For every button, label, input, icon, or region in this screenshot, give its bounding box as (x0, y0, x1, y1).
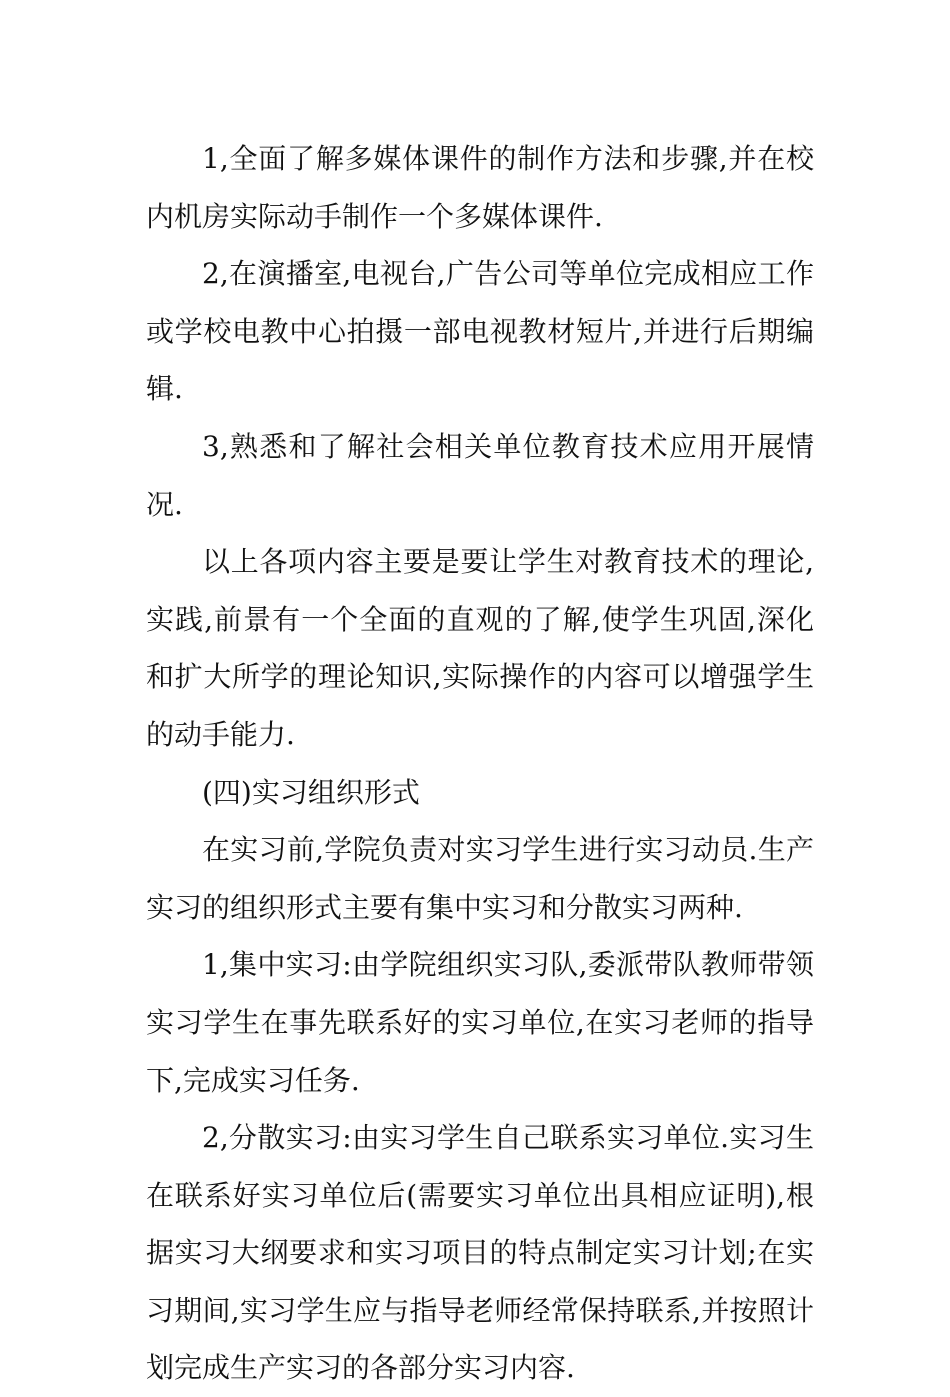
section-heading: (四)实习组织形式 (202, 775, 420, 809)
paragraph-intro: 在实习前,学院负责对实习学生进行实习动员.生产实习的组织形式主要有集中实习和分散实习两种. (146, 833, 814, 924)
paragraph-item-2: 2,在演播室,电视台,广告公司等单位完成相应工作或学校电教中心拍摄一部电视教材短片,并进行后期编辑. (146, 257, 814, 406)
paragraph-summary: 以上各项内容主要是要让学生对教育技术的理论,实践,前景有一个全面的直观的了解,使学生巩固,深化和扩大所学的理论知识,实际操作的内容可以增强学生的动手能力. (146, 545, 814, 751)
paragraph-item-1: 1,全面了解多媒体课件的制作方法和步骤,并在校内机房实际动手制作一个多媒体课件. (146, 142, 814, 233)
document-body (146, 130, 814, 1397)
paragraph-centralized-internship: 1,集中实习:由学院组织实习队,委派带队教师带领实习学生在事先联系好的实习单位,在实习老师的指导下,完成实习任务. (146, 948, 814, 1097)
paragraph-decentralized-internship: 2,分散实习:由实习学生自己联系实习单位.实习生在联系好实习单位后(需要实习单位出具相应证明),根据实习大纲要求和实习项目的特点制定实习计划;在实习期间,实习学生应与指导老师经常保持联系,并按照计划完成生产实习的各部分实习内容. (146, 1121, 814, 1385)
paragraph-item-3: 3,熟悉和了解社会相关单位教育技术应用开展情况. (146, 429, 814, 521)
